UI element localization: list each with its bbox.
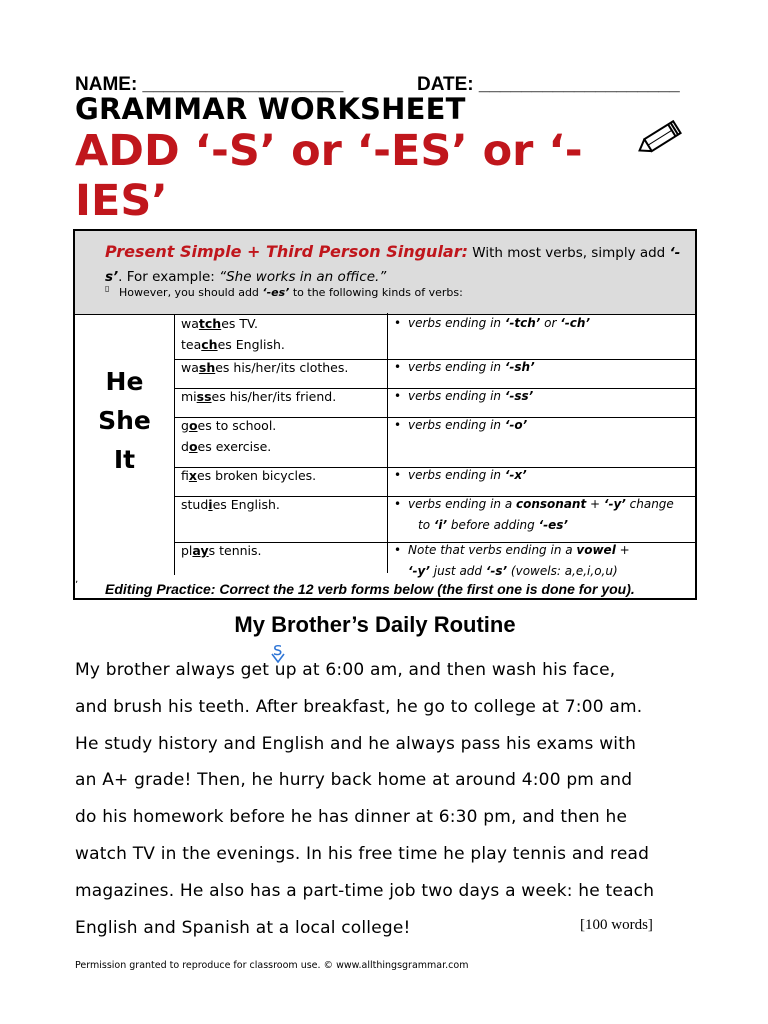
bullet-icon: • bbox=[394, 468, 402, 482]
intro-text-a: With most verbs, simply add bbox=[468, 245, 670, 261]
footer-permission: Permission granted to reproduce for classroom use. © www.allthingsgrammar.com bbox=[75, 960, 469, 971]
example-sentence bbox=[181, 465, 387, 486]
story-line: My brother always get up at 6:00 am, and then wash his face, bbox=[75, 660, 616, 680]
intro-note-b: to the following kinds of verbs: bbox=[289, 286, 463, 299]
bullet-icon: • bbox=[394, 360, 402, 374]
intro-text-b: . For example: bbox=[118, 269, 220, 285]
rule-text-line2 bbox=[408, 561, 697, 582]
square-bullet-icon: ▯ bbox=[105, 284, 110, 293]
rule-fragment: consonant bbox=[516, 497, 587, 511]
example-cell bbox=[174, 386, 387, 415]
pronoun-it: It bbox=[113, 445, 136, 474]
bullet-icon: • bbox=[394, 497, 402, 511]
rule-fragment: or bbox=[540, 316, 561, 330]
example-pre: pl bbox=[181, 543, 193, 558]
story-line: an A+ grade! Then, he hurry back home at around 4:00 pm and bbox=[75, 770, 633, 791]
date-field-label: DATE: ___________________ bbox=[417, 74, 680, 95]
rule-fragment: ‘i’ bbox=[433, 518, 448, 532]
example-highlight: o bbox=[188, 418, 198, 433]
rule-cell bbox=[387, 357, 697, 386]
example-highlight: sh bbox=[198, 360, 216, 375]
insert-caret-icon bbox=[271, 653, 285, 663]
rule-fragment: ‘-y’ bbox=[603, 497, 626, 511]
intro-text bbox=[105, 240, 690, 289]
rule-fragment: + bbox=[615, 543, 630, 557]
example-cell bbox=[174, 313, 387, 357]
example-sentence bbox=[181, 313, 387, 334]
rule-fragment: ‘-ch’ bbox=[560, 316, 591, 330]
example-cell bbox=[174, 357, 387, 386]
story-title bbox=[0, 612, 768, 638]
example-post: s tennis. bbox=[208, 543, 262, 558]
rule-fragment: verbs ending in bbox=[408, 360, 505, 374]
rule-text bbox=[408, 415, 697, 436]
story-line: and brush his teeth. After breakfast, he go to college at 7:00 am. bbox=[75, 696, 643, 717]
example-sentence bbox=[181, 334, 387, 355]
bullet-icon: • bbox=[394, 543, 402, 557]
rule-cell bbox=[387, 313, 697, 357]
story-line: He study history and English and he always pass his exams with bbox=[75, 733, 637, 754]
name-field-label: NAME: ___________________ bbox=[75, 74, 344, 95]
rule-fragment: vowel bbox=[576, 543, 616, 557]
worksheet-title: GRAMMAR WORKSHEET bbox=[75, 92, 466, 126]
bullet-icon: • bbox=[394, 418, 402, 432]
rule-fragment: just add bbox=[429, 564, 486, 578]
rule-fragment: verbs ending in a bbox=[408, 497, 516, 511]
rule-fragment: Note that verbs ending in a bbox=[408, 543, 577, 557]
story-title-text: My Brother’s Daily Routine bbox=[234, 612, 516, 637]
word-count: [100 words] bbox=[580, 917, 653, 933]
example-post: es TV. bbox=[221, 316, 258, 331]
rule-fragment: ‘-x’ bbox=[504, 468, 527, 482]
example-highlight: o bbox=[188, 439, 198, 454]
rule-text bbox=[408, 313, 697, 334]
grammar-rules-box bbox=[73, 229, 697, 600]
rule-cell bbox=[387, 415, 697, 465]
pronoun-she: She bbox=[98, 406, 151, 435]
example-sentence bbox=[181, 494, 387, 515]
rule-fragment: + bbox=[586, 497, 604, 511]
example-post: es broken bicycles. bbox=[196, 468, 317, 483]
rule-fragment: verbs ending in bbox=[408, 468, 505, 482]
example-post: es English. bbox=[217, 337, 285, 352]
intro-example: “She works in an office.” bbox=[219, 269, 387, 285]
story-line: watch TV in the evenings. In his free time he play tennis and read bbox=[75, 843, 650, 864]
pronoun-column bbox=[75, 315, 175, 575]
example-pre: wa bbox=[181, 360, 199, 375]
rule-cell bbox=[387, 494, 697, 540]
example-highlight: ss bbox=[196, 389, 212, 404]
rule-text bbox=[408, 386, 697, 407]
pronoun-he: He bbox=[105, 367, 144, 396]
example-highlight: ch bbox=[201, 337, 218, 352]
example-cell bbox=[174, 540, 387, 573]
rule-text bbox=[408, 540, 697, 561]
rule-fragment: verbs ending in bbox=[408, 418, 505, 432]
intro-suffix: ‘-s’ bbox=[105, 245, 681, 285]
example-post: es his/her/its clothes. bbox=[215, 360, 349, 375]
rule-cell bbox=[387, 386, 697, 415]
editing-marker: ʼ bbox=[75, 580, 79, 591]
example-pre: wa bbox=[181, 316, 199, 331]
rule-fragment: ‘-ss’ bbox=[504, 389, 534, 403]
example-post: es to school. bbox=[197, 418, 277, 433]
example-post: es exercise. bbox=[197, 439, 272, 454]
example-sentence bbox=[181, 436, 387, 457]
example-pre: mi bbox=[181, 389, 197, 404]
editing-practice-instruction: Editing Practice: Correct the 12 verb forms below (the first one is done for you). bbox=[105, 581, 635, 597]
example-cell bbox=[174, 465, 387, 494]
example-sentence bbox=[181, 357, 387, 378]
rule-fragment: to bbox=[418, 518, 434, 532]
example-pre: d bbox=[181, 439, 189, 454]
rule-text-line2 bbox=[408, 515, 697, 536]
rule-fragment: before adding bbox=[447, 518, 539, 532]
pencil-icon bbox=[634, 112, 692, 162]
rule-fragment: change bbox=[625, 497, 674, 511]
rule-cell bbox=[387, 465, 697, 494]
example-highlight: i bbox=[208, 497, 213, 512]
bullet-icon: • bbox=[394, 316, 402, 330]
rule-text bbox=[408, 357, 697, 378]
rule-text bbox=[408, 465, 697, 486]
example-highlight: ay bbox=[192, 543, 209, 558]
rule-fragment: ‘-sh’ bbox=[504, 360, 535, 374]
story-text bbox=[75, 639, 695, 946]
rule-fragment: verbs ending in bbox=[408, 389, 505, 403]
story-line: magazines. He also has a part-time job two days a week: he teach bbox=[75, 880, 655, 901]
rule-fragment: ‘-tch’ bbox=[504, 316, 541, 330]
example-post: es English. bbox=[212, 497, 280, 512]
intro-note bbox=[105, 286, 690, 299]
example-pre: stud bbox=[181, 497, 209, 512]
rule-fragment: ‘-s’ bbox=[485, 564, 508, 578]
rule-fragment: (vowels: a,e,i,o,u) bbox=[507, 564, 618, 578]
rule-fragment: verbs ending in bbox=[408, 316, 505, 330]
intro-note-suffix: ‘-es’ bbox=[262, 286, 290, 299]
rule-fragment: ‘-es’ bbox=[538, 518, 568, 532]
bullet-icon: • bbox=[394, 389, 402, 403]
example-pre: fi bbox=[181, 468, 189, 483]
example-highlight: tch bbox=[198, 316, 222, 331]
example-cell bbox=[174, 494, 387, 540]
example-pre: g bbox=[181, 418, 189, 433]
rule-text bbox=[408, 494, 697, 515]
story-line: do his homework before he has dinner at 6:30 pm, and then he bbox=[75, 807, 628, 828]
example-sentence bbox=[181, 415, 387, 436]
intro-heading: Present Simple + Third Person Singular: bbox=[105, 242, 469, 261]
example-cell bbox=[174, 415, 387, 465]
example-highlight: x bbox=[188, 468, 197, 483]
worksheet-subtitle: ADD ‘-S’ or ‘-ES’ or ‘-IES’ bbox=[75, 126, 583, 226]
rule-fragment: ‘-y’ bbox=[408, 564, 430, 578]
example-sentence bbox=[181, 386, 387, 407]
story-line: English and Spanish at a local college! bbox=[75, 917, 411, 938]
example-pre: tea bbox=[181, 337, 202, 352]
example-sentence bbox=[181, 540, 387, 561]
correction-mark: s bbox=[273, 639, 283, 660]
intro-note-a: However, you should add bbox=[119, 286, 263, 299]
rule-fragment: ‘-o’ bbox=[504, 418, 528, 432]
rule-cell bbox=[387, 540, 697, 578]
example-post: es his/her/its friend. bbox=[211, 389, 337, 404]
rules-intro bbox=[75, 231, 695, 315]
